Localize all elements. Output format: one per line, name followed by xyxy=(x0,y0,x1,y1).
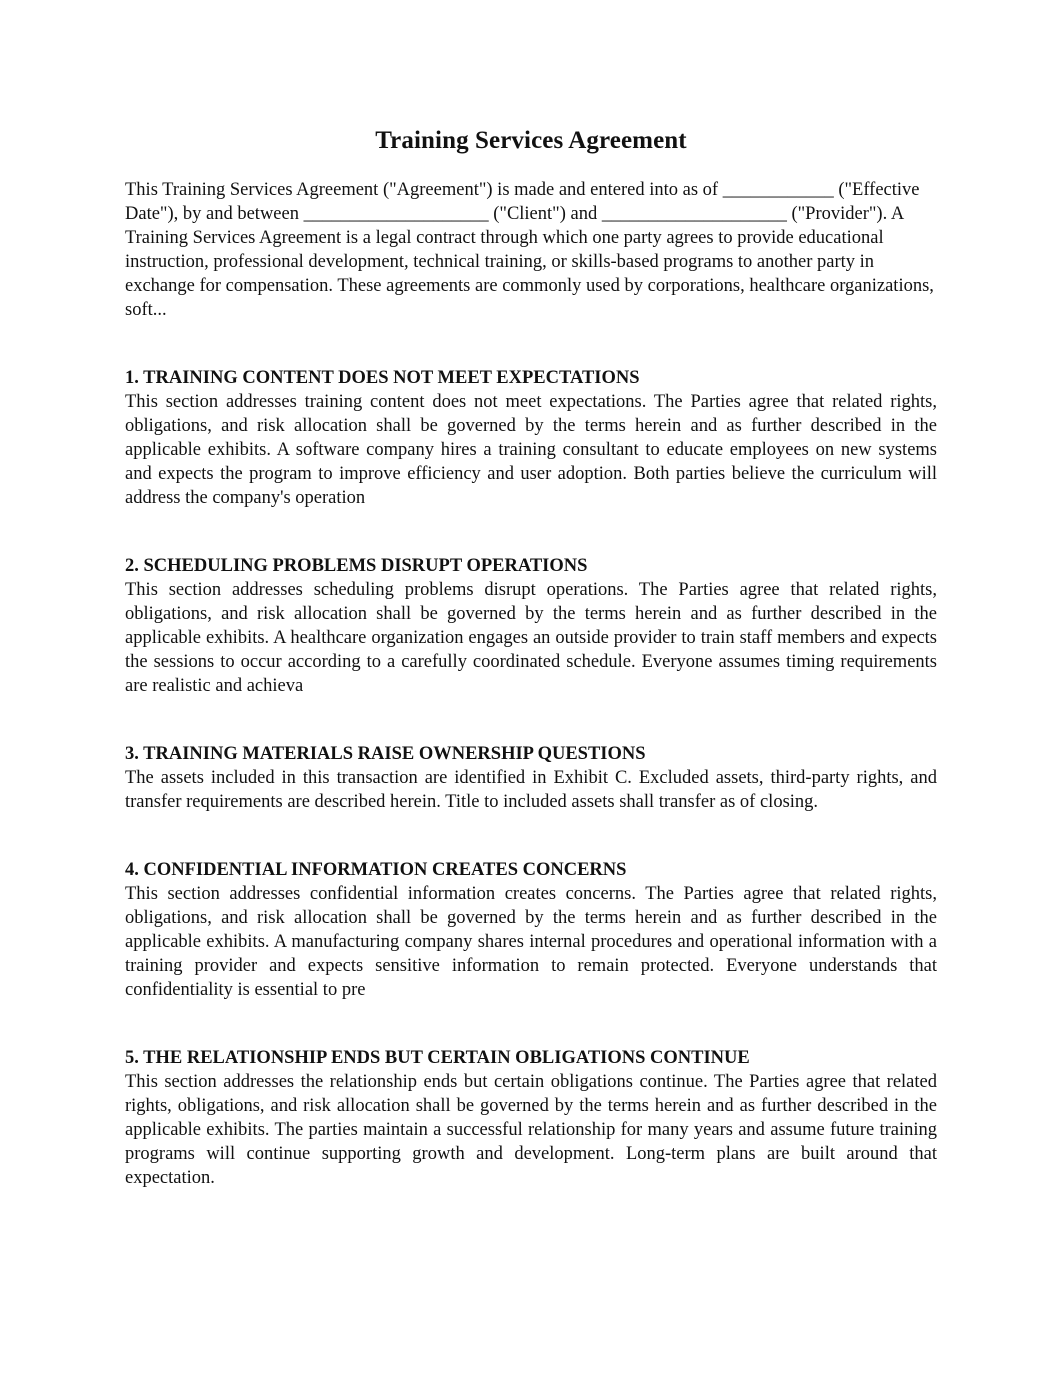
section-body: This section addresses confidential information creates concerns. The Parties agree that related rights, obligations, and risk allocation shall be governed by the terms herein and as further described in the applicable exhibits. A manufacturing company shares internal procedures and operational information with a training provider and expects sensitive information to remain protected. Everyone understands that confidentiality is essential to pre xyxy=(125,884,937,1000)
section-5 xyxy=(125,1046,937,1190)
section-heading: 3. TRAINING MATERIALS RAISE OWNERSHIP QUESTIONS xyxy=(125,744,646,764)
document-title: Training Services Agreement xyxy=(375,127,687,154)
section-heading: 5. THE RELATIONSHIP ENDS BUT CERTAIN OBLIGATIONS CONTINUE xyxy=(125,1048,750,1068)
section-body: This section addresses training content does not meet expectations. The Parties agree that related rights, obligations, and risk allocation shall be governed by the terms herein and as further described in the applicable exhibits. A software company hires a training consultant to educate employees on new systems and expects the program to improve efficiency and user adoption. Both parties believe the curriculum will address the company's operation xyxy=(125,392,937,508)
section-body: This section addresses scheduling problems disrupt operations. The Parties agree that related rights, obligations, and risk allocation shall be governed by the terms herein and as further described in the applicable exhibits. A healthcare organization engages an outside provider to train staff members and expects the sessions to occur according to a carefully coordinated schedule. Everyone assumes timing requirements are realistic and achieva xyxy=(125,580,937,696)
section-heading: 1. TRAINING CONTENT DOES NOT MEET EXPECTATIONS xyxy=(125,368,640,388)
section-heading: 4. CONFIDENTIAL INFORMATION CREATES CONCERNS xyxy=(125,860,627,880)
document-content xyxy=(125,120,937,1190)
section-body: This section addresses the relationship ends but certain obligations continue. The Parties agree that related rights, obligations, and risk allocation shall be governed by the terms herein and as further described in the applicable exhibits. The parties maintain a successful relationship for many years and assume future training programs will continue supporting growth and development. Long-term plans are built around that expectation. xyxy=(125,1072,937,1188)
section-1 xyxy=(125,366,937,510)
intro-paragraph: This Training Services Agreement ("Agreement") is made and entered into as of ____________ ("Effective Date"), by and between ____________________ ("Client") and ____________________ ("Provider"). A Training Services Agreement is a legal contract through which one party agrees to provide educational instruction, professional development, technical training, or skills-based programs to another party in exchange for compensation. These agreements are commonly used by corporations, healthcare organizations, soft... xyxy=(125,180,934,320)
section-3 xyxy=(125,742,937,814)
section-2 xyxy=(125,554,937,698)
section-heading: 2. SCHEDULING PROBLEMS DISRUPT OPERATIONS xyxy=(125,556,588,576)
section-4 xyxy=(125,858,937,1002)
section-body: The assets included in this transaction are identified in Exhibit C. Excluded assets, third-party rights, and transfer requirements are described herein. Title to included assets shall transfer as of closing. xyxy=(125,768,937,812)
